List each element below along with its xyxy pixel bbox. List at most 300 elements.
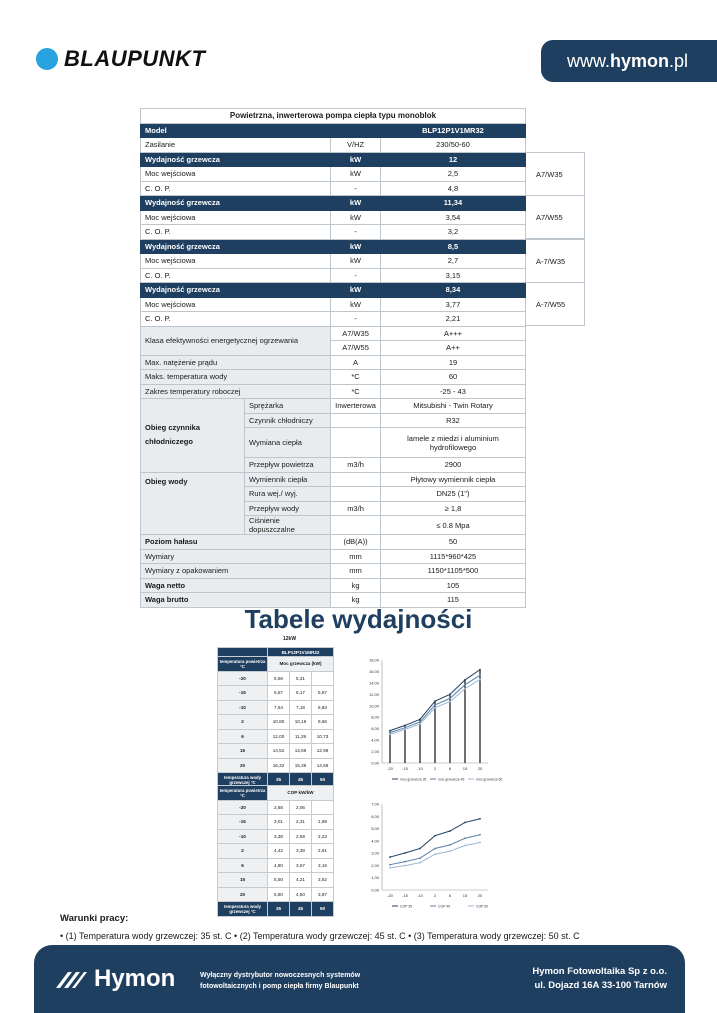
spec-cell: 3,54	[380, 210, 525, 225]
data-point	[434, 707, 436, 709]
perf-cell: temperatura powietrza °C	[218, 786, 268, 801]
spec-cell: A	[331, 355, 381, 370]
data-point	[479, 842, 481, 844]
spec-cell: A+++	[380, 326, 525, 341]
spec-row	[141, 535, 526, 550]
spec-cell: 4,8	[380, 181, 525, 196]
x-tick-label: -10	[417, 893, 423, 898]
spec-row	[141, 564, 526, 579]
spec-row	[141, 239, 526, 254]
perf-cell: 6	[218, 858, 268, 873]
perf-cell: 10,16	[290, 715, 312, 730]
spec-cell: Moc wejściowa	[141, 210, 331, 225]
blaupunkt-logo	[36, 46, 205, 72]
data-point	[389, 733, 391, 735]
spec-cell	[331, 428, 381, 458]
perf-cell: 5,50	[268, 873, 290, 888]
x-tick-label: 20	[477, 893, 483, 898]
spec-row	[141, 549, 526, 564]
spec-cell: Zasilanie	[141, 138, 331, 153]
perf-row	[218, 700, 334, 715]
perf-cell: 2,06	[290, 800, 312, 815]
spec-cell: Przepływ powietrza	[245, 458, 331, 473]
data-point	[479, 834, 481, 836]
legend-label: moc grzewcza 45	[438, 777, 465, 782]
spec-cell: C. O. P.	[141, 268, 331, 283]
perf-cell: 10,80	[268, 715, 290, 730]
perf-cell: 20	[218, 887, 268, 902]
data-point	[389, 730, 391, 732]
x-tick-label: 6	[448, 766, 452, 771]
cop-chart	[360, 796, 510, 914]
perf-row	[218, 786, 334, 801]
y-tick-label: 10,00	[368, 703, 379, 709]
x-tick-label: 2	[433, 893, 437, 898]
perf-row	[218, 858, 334, 873]
perf-cell: 6	[218, 729, 268, 744]
perf-cell: 12,00	[268, 729, 290, 744]
perf-cell: 5,87	[312, 686, 334, 701]
data-point	[434, 835, 436, 837]
x-tick-label: 15	[462, 766, 468, 771]
website-link[interactable]	[541, 40, 717, 82]
perf-cell: 15	[218, 744, 268, 759]
spec-cell: 60	[380, 370, 525, 385]
footer	[34, 945, 685, 1013]
data-point	[464, 684, 466, 686]
legend-label: moc grzewcza 50	[476, 777, 503, 782]
perf-cell: 12,98	[312, 744, 334, 759]
perf-cell: 4,80	[268, 858, 290, 873]
spec-row	[141, 109, 526, 124]
perf-row	[218, 758, 334, 773]
spec-cell: Obieg wody	[141, 472, 245, 535]
perf-cell: 15	[218, 873, 268, 888]
spec-cell: ≥ 1,8	[380, 501, 525, 516]
perf-cell: 6,17	[290, 686, 312, 701]
perf-cell: 2,23	[312, 829, 334, 844]
spec-condition-label: A-7/W35	[526, 239, 585, 283]
perf-cell: 3,38	[268, 829, 290, 844]
data-point	[449, 697, 451, 699]
spec-cell: A7/W35	[331, 326, 381, 341]
spec-cell: Czynnik chłodniczy	[245, 413, 331, 428]
spec-cell: 8,5	[380, 239, 525, 254]
spec-row	[141, 326, 526, 341]
data-point	[449, 850, 451, 852]
spec-cell: Waga netto	[141, 578, 331, 593]
spec-cell: 3,2	[380, 225, 525, 240]
spec-cell: *C	[331, 384, 381, 399]
perf-cell: 4,21	[290, 873, 312, 888]
spec-cell: Wydajność grzewcza	[141, 152, 331, 167]
spec-cell: Maks. temperatura wody	[141, 370, 331, 385]
spec-cell: Wymiana ciepła	[245, 428, 331, 458]
perf-cell: 3,67	[290, 858, 312, 873]
footer-tagline-2: fotowoltaicznych i pomp ciepła firmy Blaupunkt	[200, 983, 359, 990]
footer-tagline	[200, 970, 360, 992]
perf-row	[218, 671, 334, 686]
data-point	[434, 848, 436, 850]
spec-row	[141, 384, 526, 399]
perf-row	[218, 815, 334, 830]
spec-cell: kW	[331, 167, 381, 182]
perf-cell: 6,83	[312, 700, 334, 715]
perf-cell: 2	[218, 715, 268, 730]
spec-cell: R32	[380, 413, 525, 428]
capacity-chart	[360, 652, 510, 787]
spec-cell: 2,21	[380, 312, 525, 327]
spec-cell: 12	[380, 152, 525, 167]
spec-cell	[331, 516, 381, 535]
spec-condition-label: A7/W55	[526, 195, 585, 239]
spec-row	[141, 268, 526, 283]
perf-cell: 50	[312, 902, 334, 917]
perf-cell: 20	[218, 758, 268, 773]
y-tick-label: 4,00	[371, 838, 379, 844]
perf-row	[218, 887, 334, 902]
spec-table	[140, 108, 526, 608]
spec-cell: 8,34	[380, 283, 525, 298]
perf-cell: Moc grzewcza (kW)	[268, 657, 334, 672]
perf-cell: -20	[218, 671, 268, 686]
spec-cell: A++	[380, 341, 525, 356]
perf-cell: 3,16	[312, 858, 334, 873]
perf-cell: 3,62	[312, 873, 334, 888]
perf-row	[218, 729, 334, 744]
spec-cell: Max. natężenie prądu	[141, 355, 331, 370]
perf-cell: 4,50	[290, 887, 312, 902]
spec-cell: Poziom hałasu	[141, 535, 331, 550]
perf-row	[218, 744, 334, 759]
conditions-text: • (1) Temperatura wody grzewczej: 35 st. C • (2) Temperatura wody grzewczej: 45 st. C • (3) Temperatura wody grzewczej: 50 st. C	[60, 931, 580, 941]
perf-row	[218, 648, 334, 657]
spec-row	[141, 578, 526, 593]
spec-cell: 105	[380, 578, 525, 593]
x-tick-label: 20	[477, 766, 483, 771]
perf-cell: 35	[268, 773, 290, 788]
spec-cell: 230/50-60	[380, 138, 525, 153]
series-line	[390, 842, 480, 867]
y-tick-label: 0,00	[371, 887, 379, 893]
spec-cell: Waga brutto	[141, 593, 331, 608]
x-tick-label: -15	[402, 893, 408, 898]
data-point	[404, 865, 406, 867]
spec-cell	[331, 472, 381, 487]
spec-cell: 11,34	[380, 196, 525, 211]
spec-row	[141, 123, 526, 138]
perf-cell: -10	[218, 829, 268, 844]
spec-cell: Mitsubishi - Twin Rotary	[380, 399, 525, 414]
footer-address	[532, 965, 667, 993]
perf-cell: 7,64	[268, 700, 290, 715]
perf-cell: 11,29	[290, 729, 312, 744]
spec-cell: lamele z miedzi i aluminium hydrofilowego	[380, 428, 525, 458]
spec-cell: 2900	[380, 458, 525, 473]
spec-cell: kg	[331, 593, 381, 608]
power-label: 12kW	[283, 636, 297, 642]
spec-row	[141, 167, 526, 182]
spec-cell: Wydajność grzewcza	[141, 283, 331, 298]
perf-row	[218, 686, 334, 701]
series-line	[390, 835, 480, 865]
data-point	[419, 862, 421, 864]
spec-cell: C. O. P.	[141, 181, 331, 196]
perf-row	[218, 800, 334, 815]
perf-row	[218, 657, 334, 672]
perf-row	[218, 844, 334, 859]
y-tick-label: 8,00	[371, 714, 379, 720]
spec-cell: kW	[331, 283, 381, 298]
perf-cell: 50	[312, 773, 334, 788]
x-tick-label: 2	[433, 766, 437, 771]
spec-cell: Wymiennik ciepła	[245, 472, 331, 487]
x-tick-label: -10	[417, 766, 423, 771]
spec-cell	[331, 413, 381, 428]
data-point	[464, 822, 466, 824]
blaupunkt-dot-icon	[36, 48, 58, 70]
data-point	[389, 867, 391, 869]
data-point	[419, 718, 421, 720]
spec-cell: C. O. P.	[141, 225, 331, 240]
data-point	[419, 857, 421, 859]
perf-cell: 2,59	[290, 829, 312, 844]
perf-cell: 3,87	[312, 887, 334, 902]
spec-cell: m3/h	[331, 501, 381, 516]
perf-cell: 2,31	[290, 815, 312, 830]
spec-cell	[331, 487, 381, 502]
perf-cell: temperatura powietrza °C	[218, 657, 268, 672]
spec-row	[141, 138, 526, 153]
data-point	[419, 723, 421, 725]
spec-cell: Moc wejściowa	[141, 297, 331, 312]
perf-cell: BLP12P1V1MR32	[268, 648, 334, 657]
spec-cell: Płytowy wymiennik ciepła	[380, 472, 525, 487]
spec-cell: (dB(A))	[331, 535, 381, 550]
perf-cell: 16,32	[268, 758, 290, 773]
legend-label: COP 45	[438, 904, 450, 909]
spec-cell: -	[331, 268, 381, 283]
footer-street: ul. Dojazd 16A 33-100 Tarnów	[534, 980, 667, 991]
perf-cell: 9,66	[312, 715, 334, 730]
data-point	[404, 725, 406, 727]
spec-cell: 19	[380, 355, 525, 370]
perf-cell: 4,42	[268, 844, 290, 859]
y-tick-label: 1,00	[371, 875, 379, 881]
spec-cell: 2,7	[380, 254, 525, 269]
data-point	[419, 848, 421, 850]
perf-cell: 2	[218, 844, 268, 859]
spec-cell: mm	[331, 564, 381, 579]
spec-row	[141, 210, 526, 225]
perf-cell: 14,58	[312, 758, 334, 773]
spec-cell: Wydajność grzewcza	[141, 196, 331, 211]
spec-row	[141, 399, 526, 414]
spec-cell: ≤ 0.8 Mpa	[380, 516, 525, 535]
spec-cell: -	[331, 312, 381, 327]
y-tick-label: 4,00	[371, 737, 379, 743]
spec-row	[141, 254, 526, 269]
data-point	[404, 861, 406, 863]
spec-cell: 2,5	[380, 167, 525, 182]
performance-title: Tabele wydajności	[244, 604, 473, 634]
perf-cell: 6,57	[268, 686, 290, 701]
spec-cell: V/HZ	[331, 138, 381, 153]
perf-cell: 5,80	[268, 887, 290, 902]
perf-cell: 15,35	[290, 758, 312, 773]
capacity-table	[217, 647, 334, 788]
spec-row	[141, 152, 526, 167]
perf-row	[218, 873, 334, 888]
spec-cell: Przepływ wody	[245, 501, 331, 516]
x-tick-label: -15	[402, 766, 408, 771]
y-tick-label: 0,00	[371, 760, 379, 766]
spec-cell: 1150*1105*500	[380, 564, 525, 579]
spec-row	[141, 297, 526, 312]
perf-cell: COP kW/kW	[268, 786, 334, 801]
y-tick-label: 6,00	[371, 813, 379, 819]
perf-cell: temperatura wody grzewczej °C	[218, 902, 268, 917]
spec-cell: -	[331, 181, 381, 196]
data-point	[389, 856, 391, 858]
perf-cell: 35	[268, 902, 290, 917]
perf-cell	[312, 800, 334, 815]
spec-cell: -	[331, 225, 381, 240]
data-point	[464, 845, 466, 847]
spec-cell: kW	[331, 196, 381, 211]
perf-cell: 2,68	[268, 800, 290, 815]
y-tick-label: 7,00	[371, 801, 379, 807]
y-tick-label: 14,00	[368, 680, 379, 686]
spec-cell: Wydajność grzewcza	[141, 239, 331, 254]
spec-row	[141, 181, 526, 196]
spec-cell: 115	[380, 593, 525, 608]
perf-cell: 3,38	[290, 844, 312, 859]
perf-cell: 45	[290, 773, 312, 788]
spec-cell	[331, 123, 381, 138]
spec-cell: 1115*960*425	[380, 549, 525, 564]
data-point	[434, 704, 436, 706]
spec-cell: 3,77	[380, 297, 525, 312]
spec-condition-label: A-7/W55	[526, 282, 585, 326]
legend-label: COP 50	[476, 904, 488, 909]
spec-row	[141, 370, 526, 385]
spec-cell: C. O. P.	[141, 312, 331, 327]
y-tick-label: 12,00	[368, 691, 379, 697]
perf-cell: 10,73	[312, 729, 334, 744]
data-point	[404, 729, 406, 731]
spec-row	[141, 355, 526, 370]
hymon-logo-text: Hymon	[94, 965, 176, 992]
data-point	[449, 844, 451, 846]
perf-cell: temperatura wody grzewczej °C	[218, 773, 268, 788]
spec-cell: kW	[331, 254, 381, 269]
spec-cell: Moc wejściowa	[141, 167, 331, 182]
spec-row	[141, 472, 526, 487]
data-point	[479, 818, 481, 820]
spec-condition-label: A7/W35	[526, 152, 585, 196]
perf-row	[218, 829, 334, 844]
spec-cell: 50	[380, 535, 525, 550]
data-point	[479, 674, 481, 676]
spec-cell: Wymiary z opakowaniem	[141, 564, 331, 579]
data-point	[389, 864, 391, 866]
spec-cell: kW	[331, 210, 381, 225]
y-tick-label: 16,00	[368, 668, 379, 674]
spec-cell: Rura wej./ wyj.	[245, 487, 331, 502]
spec-cell: Wymiary	[141, 549, 331, 564]
spec-cell: Powietrzna, inwerterowa pompa ciepła typu monoblok	[141, 109, 526, 124]
perf-cell: 14,52	[268, 744, 290, 759]
y-tick-label: 6,00	[371, 726, 379, 732]
spec-cell: BLP12P1V1MR32	[380, 123, 525, 138]
perf-cell: 1,98	[312, 815, 334, 830]
spec-cell: -25 - 43	[380, 384, 525, 399]
perf-cell: 7,18	[290, 700, 312, 715]
hymon-logo	[54, 965, 175, 993]
perf-cell: 13,66	[290, 744, 312, 759]
spec-table-container	[140, 108, 585, 608]
perf-cell: -20	[218, 800, 268, 815]
perf-cell	[312, 671, 334, 686]
conditions-title: Warunki pracy:	[60, 913, 129, 924]
perf-cell: 5,66	[268, 671, 290, 686]
spec-cell: DN25 (1")	[380, 487, 525, 502]
data-point	[434, 853, 436, 855]
spec-cell: kg	[331, 578, 381, 593]
spec-cell: m3/h	[331, 458, 381, 473]
spec-cell: 3,15	[380, 268, 525, 283]
y-tick-label: 3,00	[371, 850, 379, 856]
perf-cell: 5,31	[290, 671, 312, 686]
footer-tagline-1: Wyłączny dystrybutor nowoczesnych systemów	[200, 972, 361, 979]
spec-cell: kW	[331, 152, 381, 167]
website-bold: hymon	[610, 50, 670, 71]
data-point	[464, 837, 466, 839]
website-suffix: .pl	[669, 50, 689, 71]
data-point	[479, 669, 481, 671]
data-point	[389, 732, 391, 734]
perf-row	[218, 715, 334, 730]
spec-cell: Obieg czynnika chłodniczego	[141, 399, 245, 473]
y-tick-label: 5,00	[371, 826, 379, 832]
perf-cell: 45	[290, 902, 312, 917]
spec-cell: Moc wejściowa	[141, 254, 331, 269]
x-tick-label: -20	[387, 893, 393, 898]
data-point	[449, 701, 451, 703]
perf-row	[218, 902, 334, 917]
perf-cell	[218, 648, 268, 657]
cop-table	[217, 785, 334, 917]
website-prefix: www.	[567, 50, 611, 71]
perf-cell: 3,01	[268, 815, 290, 830]
x-tick-label: 6	[448, 893, 452, 898]
spec-cell: Zakres temperatury roboczej	[141, 384, 331, 399]
spec-cell: mm	[331, 549, 381, 564]
x-tick-label: -20	[387, 766, 393, 771]
hymon-wing-icon	[54, 968, 88, 990]
perf-cell: -15	[218, 686, 268, 701]
brand-name: BLAUPUNKT	[64, 46, 206, 71]
spec-row	[141, 312, 526, 327]
data-point	[404, 727, 406, 729]
spec-cell: Inwerterowa	[331, 399, 381, 414]
data-point	[449, 830, 451, 832]
perf-cell: -10	[218, 700, 268, 715]
data-point	[434, 700, 436, 702]
y-tick-label: 2,00	[371, 862, 379, 868]
spec-cell: Klasa efektywności energetycznej ogrzewania	[141, 326, 331, 355]
